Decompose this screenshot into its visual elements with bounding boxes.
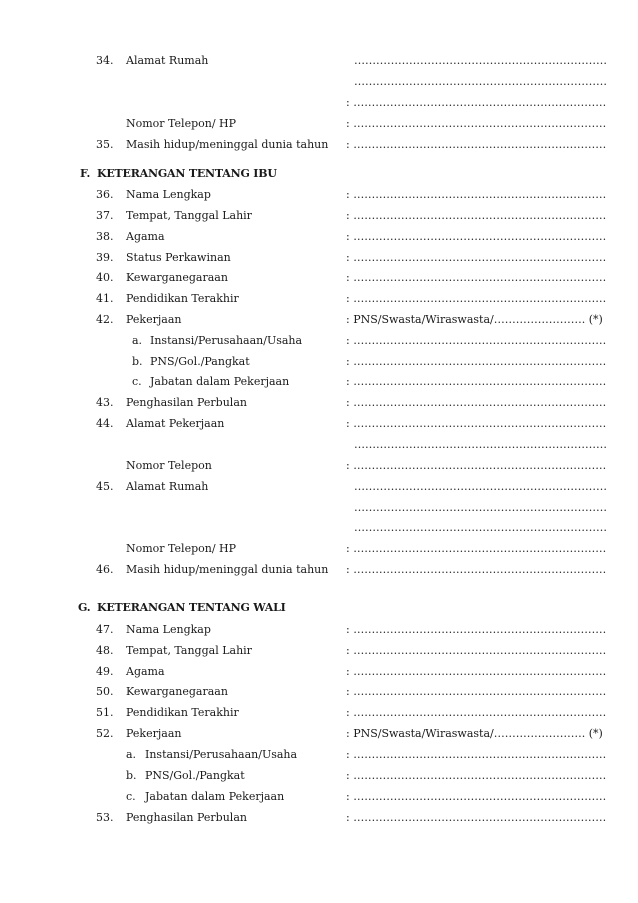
- item-number: 44.: [96, 417, 114, 430]
- sub-item-label: Jabatan dalam Pekerjaan: [145, 790, 285, 803]
- item-label: Nomor Telepon: [126, 459, 212, 472]
- item-number: 42.: [96, 313, 114, 326]
- fill-line: : ……………………………………………………………: [346, 748, 607, 761]
- section-letter: F.: [80, 167, 91, 180]
- fill-line: : ……………………………………………………………: [346, 459, 607, 472]
- fill-line: : ……………………………………………………………: [346, 542, 607, 555]
- fill-line: : ……………………………………………………………: [346, 271, 607, 284]
- sub-item-letter: a.: [126, 748, 137, 761]
- fill-line: : ……………………………………………………………: [346, 230, 607, 243]
- item-label: Tempat, Tanggal Lahir: [126, 644, 252, 657]
- fill-line: : ……………………………………………………………: [346, 117, 607, 130]
- fill-line: : ……………………………………………………………: [346, 334, 607, 347]
- item-label: Status Perkawinan: [126, 251, 231, 264]
- sub-item-label: Instansi/Perusahaan/Usaha: [145, 748, 298, 761]
- item-number: 43.: [96, 396, 114, 409]
- fill-line: : ……………………………………………………………: [346, 769, 607, 782]
- fill-line: : ……………………………………………………………: [346, 396, 607, 409]
- pekerjaan-options: : PNS/Swasta/Wiraswasta/……………………. (*): [346, 313, 603, 326]
- item-label: Pekerjaan: [126, 727, 182, 740]
- sub-item-label: Jabatan dalam Pekerjaan: [150, 375, 290, 388]
- fill-line: : ……………………………………………………………: [346, 292, 607, 305]
- fill-line: : ……………………………………………………………: [346, 188, 607, 201]
- item-label: Nama Lengkap: [126, 623, 211, 636]
- sub-item-letter: a.: [132, 334, 143, 347]
- item-number: 41.: [96, 292, 114, 305]
- item-number: 34.: [96, 54, 114, 67]
- item-number: 46.: [96, 563, 114, 576]
- fill-line: : ……………………………………………………………: [346, 685, 607, 698]
- item-number: 52.: [96, 727, 114, 740]
- item-label: Nomor Telepon/ HP: [126, 117, 237, 130]
- item-label: Kewarganegaraan: [126, 685, 228, 698]
- item-label: Pekerjaan: [126, 313, 182, 326]
- item-number: 36.: [96, 188, 114, 201]
- item-number: 35.: [96, 138, 114, 151]
- fill-line: : ……………………………………………………………: [346, 251, 607, 264]
- item-label: Pendidikan Terakhir: [126, 292, 239, 305]
- item-number: 37.: [96, 209, 114, 222]
- sub-item-label: Instansi/Perusahaan/Usaha: [150, 334, 303, 347]
- item-label: Alamat Pekerjaan: [126, 417, 225, 430]
- item-label: Masih hidup/meninggal dunia tahun: [126, 138, 329, 151]
- fill-line: : ……………………………………………………………: [346, 417, 607, 430]
- fill-line: ……………………………………………………………: [354, 521, 607, 534]
- fill-line: : ……………………………………………………………: [346, 644, 607, 657]
- sub-item-letter: b.: [126, 769, 137, 782]
- sub-item-label: PNS/Gol./Pangkat: [145, 769, 245, 782]
- fill-line: : ……………………………………………………………: [346, 563, 607, 576]
- item-number: 47.: [96, 623, 114, 636]
- sub-item-letter: b.: [132, 355, 143, 368]
- section-letter: G.: [78, 601, 91, 614]
- item-number: 48.: [96, 644, 114, 657]
- item-number: 51.: [96, 706, 114, 719]
- sub-item-label: PNS/Gol./Pangkat: [150, 355, 250, 368]
- section-title: KETERANGAN TENTANG IBU: [97, 167, 277, 180]
- item-label: Penghasilan Perbulan: [126, 396, 247, 409]
- item-number: 40.: [96, 271, 114, 284]
- sub-item-letter: c.: [126, 790, 136, 803]
- fill-line: : ……………………………………………………………: [346, 706, 607, 719]
- section-title: KETERANGAN TENTANG WALI: [97, 601, 286, 614]
- fill-line: ……………………………………………………………: [354, 438, 607, 451]
- item-label: Kewarganegaraan: [126, 271, 228, 284]
- item-label: Nomor Telepon/ HP: [126, 542, 237, 555]
- fill-line: : ……………………………………………………………: [346, 665, 607, 678]
- item-label: Agama: [126, 230, 165, 243]
- fill-line: ……………………………………………………………: [354, 54, 607, 67]
- fill-line: : ……………………………………………………………: [346, 375, 607, 388]
- item-label: Masih hidup/meninggal dunia tahun: [126, 563, 329, 576]
- item-label: Alamat Rumah: [126, 480, 209, 493]
- fill-line: : ……………………………………………………………: [346, 811, 607, 824]
- item-number: 49.: [96, 665, 114, 678]
- fill-line: : ……………………………………………………………: [346, 623, 607, 636]
- fill-line: : ……………………………………………………………: [346, 355, 607, 368]
- item-label: Agama: [126, 665, 165, 678]
- fill-line: : ……………………………………………………………: [346, 96, 607, 109]
- item-number: 38.: [96, 230, 114, 243]
- fill-line: ……………………………………………………………: [354, 501, 607, 514]
- fill-line: : ……………………………………………………………: [346, 790, 607, 803]
- item-number: 50.: [96, 685, 114, 698]
- fill-line: ……………………………………………………………: [354, 480, 607, 493]
- pekerjaan-options: : PNS/Swasta/Wiraswasta/……………………. (*): [346, 727, 603, 740]
- fill-line: : ……………………………………………………………: [346, 209, 607, 222]
- fill-line: ……………………………………………………………: [354, 75, 607, 88]
- item-number: 53.: [96, 811, 114, 824]
- item-label: Alamat Rumah: [126, 54, 209, 67]
- item-label: Nama Lengkap: [126, 188, 211, 201]
- item-number: 45.: [96, 480, 114, 493]
- sub-item-letter: c.: [132, 375, 142, 388]
- item-label: Tempat, Tanggal Lahir: [126, 209, 252, 222]
- item-label: Pendidikan Terakhir: [126, 706, 239, 719]
- fill-line: : ……………………………………………………………: [346, 138, 607, 151]
- item-number: 39.: [96, 251, 114, 264]
- item-label: Penghasilan Perbulan: [126, 811, 247, 824]
